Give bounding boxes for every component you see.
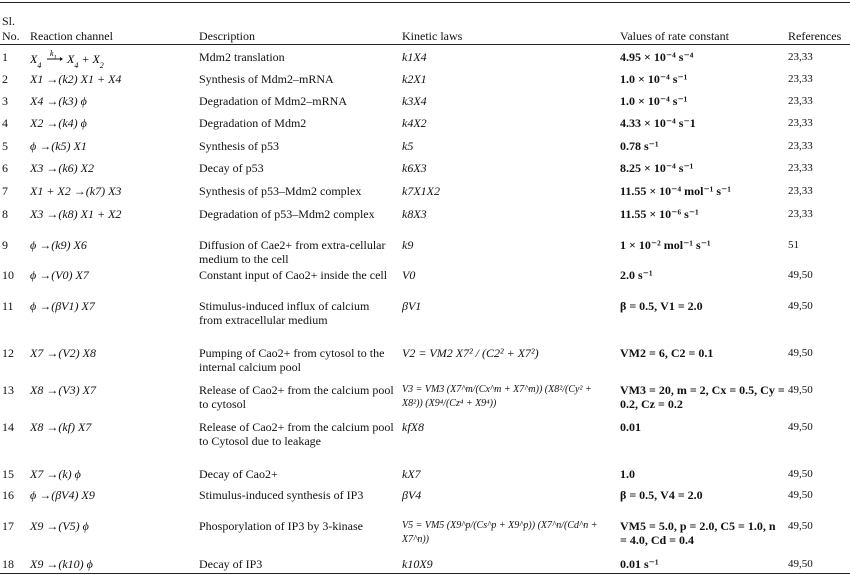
reaction-channel: X8 →(V3) X7 (30, 383, 96, 397)
description: Pumping of Cao2+ from cytosol to the internal calcium pool (199, 346, 385, 374)
reaction-channel: X1 →(k2) X1 + X4 (30, 72, 122, 86)
kinetic-law: βV1 (402, 299, 422, 313)
row-number: 11 (2, 299, 14, 313)
rate-value: 1 × 10⁻² mol⁻¹ s⁻¹ (620, 238, 711, 252)
row-number: 18 (2, 557, 14, 571)
rate-value: 2.0 s⁻¹ (620, 268, 653, 282)
reference: 49,50 (788, 489, 813, 501)
description: Release of Cao2+ from the calcium pool to cytosol (199, 383, 394, 411)
rate-value: VM2 = 6, C2 = 0.1 (620, 346, 714, 360)
reaction-channel: X3 →(k8) X1 + X2 (30, 207, 122, 221)
header-sl-no (2, 14, 20, 44)
kinetic-law: k6X3 (402, 161, 427, 175)
row-number: 17 (2, 519, 14, 533)
rate-value: 0.01 (620, 420, 641, 434)
kinetic-law: k10X9 (402, 557, 433, 571)
rate-value: VM3 = 20, m = 2, Cx = 0.5, Cy = 0.2, Cz = 0.2 (620, 383, 785, 411)
description: Degradation of Mdm2–mRNA (199, 94, 347, 108)
kinetic-law: k1X4 (402, 50, 427, 64)
reaction-channel: X8 →(kf) X7 (30, 420, 92, 434)
reaction-channel: X1 + X2 →(k7) X3 (30, 184, 122, 198)
row-number: 2 (2, 72, 8, 86)
row-number: 4 (2, 116, 8, 130)
description: Mdm2 translation (199, 50, 285, 64)
reference: 23,33 (788, 117, 813, 129)
row-number: 10 (2, 268, 14, 282)
reaction-channel (30, 50, 195, 71)
kinetic-law: k5 (402, 139, 414, 153)
reference: 23,33 (788, 51, 813, 63)
row-number: 12 (2, 346, 14, 360)
reaction-channel: ϕ →(V0) X7 (30, 268, 89, 282)
description: Synthesis of Mdm2–mRNA (199, 72, 334, 86)
reaction-channel: X7 →(V2) X8 (30, 346, 96, 360)
row-number: 3 (2, 94, 8, 108)
reference: 23,33 (788, 185, 813, 197)
reference: 49,50 (788, 347, 813, 359)
rate-value: 11.55 × 10⁻⁶ s⁻¹ (620, 207, 699, 221)
reaction-channel: X2 →(k4) ϕ (30, 116, 87, 130)
kinetic-law: V3 = VM3 (X7^m/(Cx^m + X7^m)) (X8²/(Cy² + X8²)) (X9⁴/(Cz⁴ + X9⁴)) (402, 384, 592, 409)
row-number: 15 (2, 467, 14, 481)
kinetic-law: V2 = VM2 X7² / (C2² + X7²) (402, 346, 539, 360)
row-number: 9 (2, 238, 8, 252)
kinetic-law: k3X4 (402, 94, 427, 108)
kinetic-law: V5 = VM5 (X9^p/(Cs^p + X9^p)) (X7^n/(Cd^n + X7^n)) (402, 520, 598, 545)
reaction-channel: ϕ →(βV1) X7 (30, 299, 95, 313)
reaction-channel: X9 →(k10) ϕ (30, 557, 93, 571)
rate-value: β = 0.5, V4 = 2.0 (620, 488, 703, 502)
description: Stimulus-induced synthesis of IP3 (199, 488, 364, 502)
reference: 23,33 (788, 95, 813, 107)
reference: 23,33 (788, 162, 813, 174)
reference: 23,33 (788, 73, 813, 85)
description: Decay of Cao2+ (199, 467, 278, 481)
kinetic-law: k7X1X2 (402, 184, 440, 198)
reaction-channel: X4 →(k3) ϕ (30, 94, 87, 108)
description: Decay of IP3 (199, 557, 263, 571)
reference: 23,33 (788, 208, 813, 220)
header-values: Values of rate constant (620, 29, 729, 43)
header-no: No. (2, 29, 20, 43)
kinetic-law: V0 (402, 268, 416, 282)
reference: 49,50 (788, 384, 813, 396)
kinetic-law: βV4 (402, 488, 422, 502)
reference: 23,33 (788, 140, 813, 152)
row-number: 1 (2, 50, 8, 64)
rate-value: β = 0.5, V1 = 2.0 (620, 299, 703, 313)
rate-value: 11.55 × 10⁻⁴ mol⁻¹ s⁻¹ (620, 184, 731, 198)
rate-value: 4.95 × 10⁻⁴ s⁻⁴ (620, 50, 694, 64)
reaction-channel: X9 →(V5) ϕ (30, 519, 89, 533)
reference: 49,50 (788, 421, 813, 433)
header-description: Description (199, 29, 255, 43)
rate-value: 0.78 s⁻¹ (620, 139, 659, 153)
reference: 49,50 (788, 300, 813, 312)
reaction-channel: X3 →(k6) X2 (30, 161, 94, 175)
reaction-1 (30, 50, 195, 68)
description: Constant input of Cao2+ inside the cell (199, 268, 388, 282)
row-number: 5 (2, 139, 8, 153)
kinetic-law: k2X1 (402, 72, 427, 86)
reference: 51 (788, 239, 799, 251)
kinetic-law: kX7 (402, 467, 421, 481)
reaction-channel: ϕ →(βV4) X9 (30, 488, 95, 502)
description: Phosporylation of IP3 by 3-kinase (199, 519, 363, 533)
kinetic-law: k8X3 (402, 207, 427, 221)
rate-value: 0.01 s⁻¹ (620, 557, 659, 571)
description: Stimulus-induced influx of calcium from extracellular medium (199, 299, 370, 327)
rate-value: 1.0 (620, 467, 635, 481)
description: Degradation of Mdm2 (199, 116, 307, 130)
description: Diffusion of Cae2+ from extra-cellular medium to the cell (199, 238, 386, 266)
rate-value: 1.0 × 10⁻⁴ s⁻¹ (620, 94, 688, 108)
description: Decay of p53 (199, 161, 264, 175)
description: Synthesis of p53–Mdm2 complex (199, 184, 362, 198)
rate-value: VM5 = 5.0, p = 2.0, C5 = 1.0, n = 4.0, Cd = 0.4 (620, 519, 776, 547)
svg-text:X4 + X2: $X_4 + X_2$ (67, 52, 104, 68)
row-number: 13 (2, 383, 14, 397)
row-number: 6 (2, 161, 8, 175)
reaction-channel: ϕ →(k9) X6 (30, 238, 87, 252)
rate-value: 4.33 × 10⁻⁴ s⁻1 (620, 116, 696, 130)
header-sl: Sl. (2, 14, 16, 28)
description: Degradation of p53–Mdm2 complex (199, 207, 375, 221)
kinetic-law: k9 (402, 238, 414, 252)
kinetic-law: k4X2 (402, 116, 427, 130)
description: Release of Cao2+ from the calcium pool to Cytosol due to leakage (199, 420, 394, 448)
row-number: 14 (2, 420, 14, 434)
reference: 49,50 (788, 269, 813, 281)
description: Synthesis of p53 (199, 139, 280, 153)
header-kinetic: Kinetic laws (402, 29, 463, 43)
reference: 49,50 (788, 558, 813, 570)
header-references: References (788, 29, 842, 43)
row-number: 7 (2, 184, 8, 198)
rate-value: 1.0 × 10⁻⁴ s⁻¹ (620, 72, 688, 86)
kinetic-law: kfX8 (402, 420, 424, 434)
reaction-channel: X7 →(k) ϕ (30, 467, 81, 481)
row-number: 16 (2, 488, 14, 502)
svg-text:k1: $k_1$ (50, 50, 57, 61)
reference: 49,50 (788, 520, 813, 532)
reference: 49,50 (788, 468, 813, 480)
header-channel: Reaction channel (30, 29, 113, 43)
svg-text:X4: $X_4$ (30, 52, 42, 68)
row-number: 8 (2, 207, 8, 221)
bottom-rule (0, 573, 850, 574)
rate-value: 8.25 × 10⁻⁴ s⁻¹ (620, 161, 694, 175)
header-rule (0, 44, 850, 45)
reaction-channel: ϕ →(k5) X1 (30, 139, 87, 153)
top-rule (0, 2, 850, 3)
